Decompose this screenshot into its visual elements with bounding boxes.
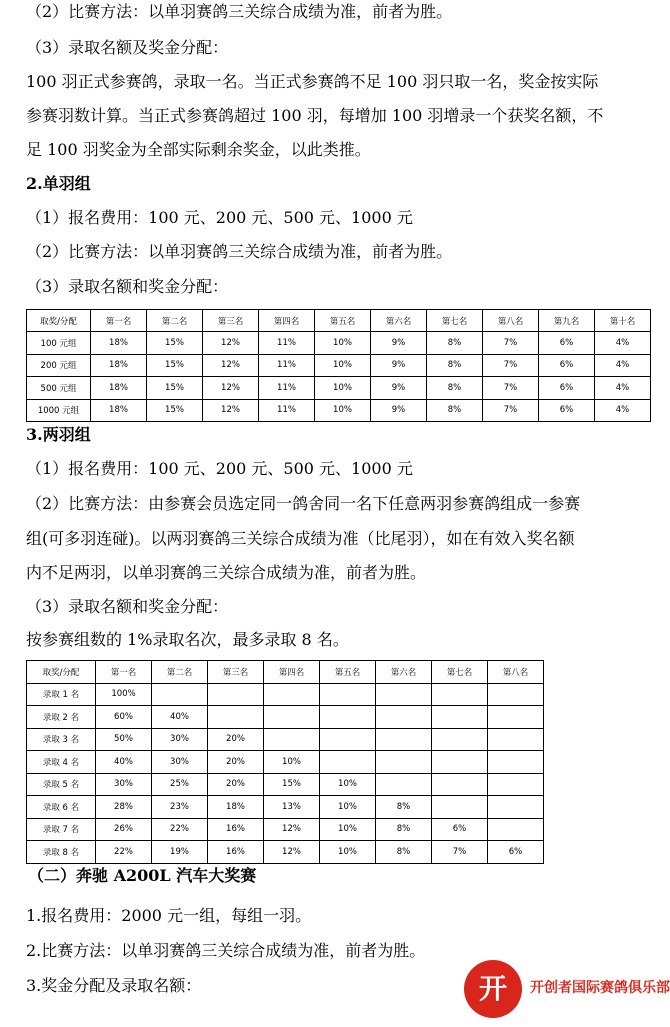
table-cell: 15%	[264, 773, 320, 796]
table-cell: 10%	[264, 751, 320, 774]
table-cell: 8%	[427, 332, 483, 354]
table-cell: 6%	[488, 841, 544, 864]
table-cell: 11%	[259, 399, 315, 421]
table-cell: 16%	[208, 818, 264, 841]
table-cell: 50%	[96, 728, 152, 751]
table-cell: 30%	[152, 728, 208, 751]
table-cell: 8%	[427, 354, 483, 376]
table-header-cell: 第二名	[152, 661, 208, 684]
table-cell: 15%	[147, 332, 203, 354]
table-cell: 12%	[264, 818, 320, 841]
table-row	[27, 773, 544, 796]
table-cell: 录取 1 名	[27, 683, 96, 706]
table-cell: 12%	[203, 377, 259, 399]
table-cell: 26%	[96, 818, 152, 841]
double-group-prize-table	[26, 660, 544, 864]
table-cell: 12%	[203, 399, 259, 421]
table-cell: 录取 7 名	[27, 818, 96, 841]
table-cell: 4%	[595, 377, 651, 399]
club-logo-icon: 开	[464, 960, 522, 1018]
table-cell: 7%	[483, 354, 539, 376]
club-logo-text: 开创者国际赛鸽俱乐部	[530, 980, 670, 996]
table-cell: 7%	[483, 399, 539, 421]
table-cell: 录取 4 名	[27, 751, 96, 774]
table-cell: 6%	[539, 354, 595, 376]
table-row	[27, 796, 544, 819]
table-cell	[432, 728, 488, 751]
table-cell: 18%	[91, 399, 147, 421]
table-cell: 15%	[147, 377, 203, 399]
table-cell: 录取 8 名	[27, 841, 96, 864]
line-single-fee: （1）报名费用：100 元、200 元、500 元、1000 元	[26, 208, 413, 227]
table-cell: 22%	[96, 841, 152, 864]
table-header-cell: 第一名	[91, 310, 147, 332]
table-header-cell: 第六名	[376, 661, 432, 684]
table-cell: 6%	[539, 332, 595, 354]
table-row	[27, 683, 544, 706]
line-benz-fee: 1.报名费用：2000 元一组，每组一羽。	[26, 906, 312, 925]
table-header-cell: 第二名	[147, 310, 203, 332]
table-header-cell: 取奖/分配	[27, 310, 91, 332]
table-cell	[432, 751, 488, 774]
table-header-cell: 第十名	[595, 310, 651, 332]
table-cell: 10%	[320, 773, 376, 796]
line-single-method: （2）比赛方法：以单羽赛鸽三关综合成绩为准，前者为胜。	[26, 242, 453, 261]
table-cell: 1000 元组	[27, 399, 91, 421]
table-cell: 9%	[371, 377, 427, 399]
table-cell: 28%	[96, 796, 152, 819]
table-cell: 18%	[91, 377, 147, 399]
table-header-cell: 第四名	[264, 661, 320, 684]
table-row	[27, 751, 544, 774]
heading-double-group: 3.两羽组	[26, 425, 91, 444]
table-cell: 100 元组	[27, 332, 91, 354]
table-cell: 8%	[376, 796, 432, 819]
table-cell: 录取 3 名	[27, 728, 96, 751]
table-cell: 23%	[152, 796, 208, 819]
table-cell: 10%	[315, 399, 371, 421]
table-cell: 9%	[371, 354, 427, 376]
table-header-cell: 第四名	[259, 310, 315, 332]
table-cell	[376, 751, 432, 774]
table-cell	[376, 683, 432, 706]
table-header-cell: 第八名	[488, 661, 544, 684]
table-cell: 12%	[203, 354, 259, 376]
table-cell: 18%	[91, 332, 147, 354]
table-cell	[376, 728, 432, 751]
table-cell: 9%	[371, 332, 427, 354]
table-cell: 40%	[152, 706, 208, 729]
table-cell: 11%	[259, 354, 315, 376]
table-cell: 录取 2 名	[27, 706, 96, 729]
table-cell: 7%	[483, 332, 539, 354]
table-cell: 10%	[320, 818, 376, 841]
table-cell: 录取 5 名	[27, 773, 96, 796]
table-header-cell: 第五名	[320, 661, 376, 684]
table-cell	[432, 683, 488, 706]
table-cell: 6%	[432, 818, 488, 841]
table-cell	[488, 728, 544, 751]
table-cell	[488, 706, 544, 729]
table-header-cell: 第七名	[432, 661, 488, 684]
table-cell: 录取 6 名	[27, 796, 96, 819]
line-benz-method: 2.比赛方法：以单羽赛鸽三关综合成绩为准，前者为胜。	[26, 941, 426, 960]
table-cell	[432, 773, 488, 796]
table-header-cell: 第六名	[371, 310, 427, 332]
table-header-row	[27, 310, 651, 332]
line-double-quota: （3）录取名额和奖金分配：	[26, 597, 229, 616]
table-cell: 200 元组	[27, 354, 91, 376]
table-cell: 8%	[376, 818, 432, 841]
table-cell	[488, 683, 544, 706]
table-cell	[376, 773, 432, 796]
table-cell	[320, 751, 376, 774]
table-header-cell: 第八名	[483, 310, 539, 332]
table-cell: 20%	[208, 751, 264, 774]
table-cell: 10%	[320, 841, 376, 864]
table-cell	[488, 773, 544, 796]
table-cell: 20%	[208, 773, 264, 796]
table-cell	[432, 796, 488, 819]
line-double-rule: 按参赛组数的 1%录取名次，最多录取 8 名。	[26, 630, 349, 649]
table-cell: 10%	[315, 332, 371, 354]
table-cell: 500 元组	[27, 377, 91, 399]
table-cell: 6%	[539, 399, 595, 421]
table-cell	[320, 728, 376, 751]
table-cell: 15%	[147, 399, 203, 421]
table-header-cell: 第五名	[315, 310, 371, 332]
table-cell: 6%	[539, 377, 595, 399]
table-cell: 12%	[203, 332, 259, 354]
table-row	[27, 706, 544, 729]
table-cell	[376, 706, 432, 729]
table-cell: 8%	[427, 399, 483, 421]
table-cell: 7%	[432, 841, 488, 864]
table-header-cell: 第七名	[427, 310, 483, 332]
table-cell	[488, 818, 544, 841]
table-cell	[264, 706, 320, 729]
line-benz-prize: 3.奖金分配及录取名额：	[26, 976, 202, 995]
table-cell: 30%	[96, 773, 152, 796]
table-cell: 60%	[96, 706, 152, 729]
table-cell: 100%	[96, 683, 152, 706]
table-cell	[432, 706, 488, 729]
table-cell: 25%	[152, 773, 208, 796]
table-cell: 10%	[315, 354, 371, 376]
table-cell: 16%	[208, 841, 264, 864]
table-row	[27, 332, 651, 354]
line-double-fee: （1）报名费用：100 元、200 元、500 元、1000 元	[26, 459, 413, 478]
table-cell: 13%	[264, 796, 320, 819]
table-cell	[488, 796, 544, 819]
table-header-cell: 第九名	[539, 310, 595, 332]
table-cell: 19%	[152, 841, 208, 864]
table-cell	[320, 706, 376, 729]
table-row	[27, 818, 544, 841]
table-row	[27, 728, 544, 751]
table-cell: 11%	[259, 332, 315, 354]
table-cell	[152, 683, 208, 706]
line-method-1: （2）比赛方法：以单羽赛鸽三关综合成绩为准，前者为胜。	[26, 2, 453, 21]
table-header-cell: 第一名	[96, 661, 152, 684]
table-cell: 18%	[208, 796, 264, 819]
table-cell: 4%	[595, 399, 651, 421]
table-header-row	[27, 661, 544, 684]
line-double-method-1: （2）比赛方法：由参赛会员选定同一鸽舍同一名下任意两羽参赛鸽组成一参赛	[26, 494, 581, 513]
table-cell: 4%	[595, 332, 651, 354]
table-cell: 11%	[259, 377, 315, 399]
table-cell: 9%	[371, 399, 427, 421]
table-cell: 10%	[315, 377, 371, 399]
table-cell: 40%	[96, 751, 152, 774]
line-paragraph-3: 足 100 羽奖金为全部实际剩余奖金，以此类推。	[26, 140, 371, 159]
line-paragraph-1: 100 羽正式参赛鸽，录取一名。当正式参赛鸽不足 100 羽只取一名，奖金按实际	[26, 72, 599, 91]
table-cell: 18%	[91, 354, 147, 376]
table-header-cell: 取奖/分配	[27, 661, 96, 684]
table-cell: 4%	[595, 354, 651, 376]
table-cell	[320, 683, 376, 706]
table-cell	[264, 683, 320, 706]
table-row	[27, 841, 544, 864]
table-cell: 10%	[320, 796, 376, 819]
table-row	[27, 354, 651, 376]
line-quota-1: （3）录取名额及奖金分配：	[26, 38, 229, 57]
table-cell: 7%	[483, 377, 539, 399]
line-single-quota: （3）录取名额和奖金分配：	[26, 277, 229, 296]
table-cell: 8%	[376, 841, 432, 864]
line-double-method-2: 组(可多羽连碰)。以两羽赛鸽三关综合成绩为准（比尾羽），如在有效入奖名额	[26, 529, 575, 548]
table-cell	[208, 683, 264, 706]
table-cell: 30%	[152, 751, 208, 774]
table-cell	[488, 751, 544, 774]
table-row	[27, 399, 651, 421]
table-cell: 8%	[427, 377, 483, 399]
single-group-prize-table	[26, 309, 651, 422]
table-cell: 22%	[152, 818, 208, 841]
table-header-cell: 第三名	[203, 310, 259, 332]
heading-single-group: 2.单羽组	[26, 174, 91, 193]
line-double-method-3: 内不足两羽，以单羽赛鸽三关综合成绩为准，前者为胜。	[26, 563, 427, 582]
line-paragraph-2: 参赛羽数计算。当正式参赛鸽超过 100 羽，每增加 100 羽增录一个获奖名额，不	[26, 106, 604, 125]
table-cell	[208, 706, 264, 729]
table-cell: 15%	[147, 354, 203, 376]
heading-benz-race: （二）奔驰 A200L 汽车大奖赛	[28, 866, 257, 885]
table-row	[27, 377, 651, 399]
table-cell: 20%	[208, 728, 264, 751]
table-cell	[264, 728, 320, 751]
table-header-cell: 第三名	[208, 661, 264, 684]
table-cell: 12%	[264, 841, 320, 864]
